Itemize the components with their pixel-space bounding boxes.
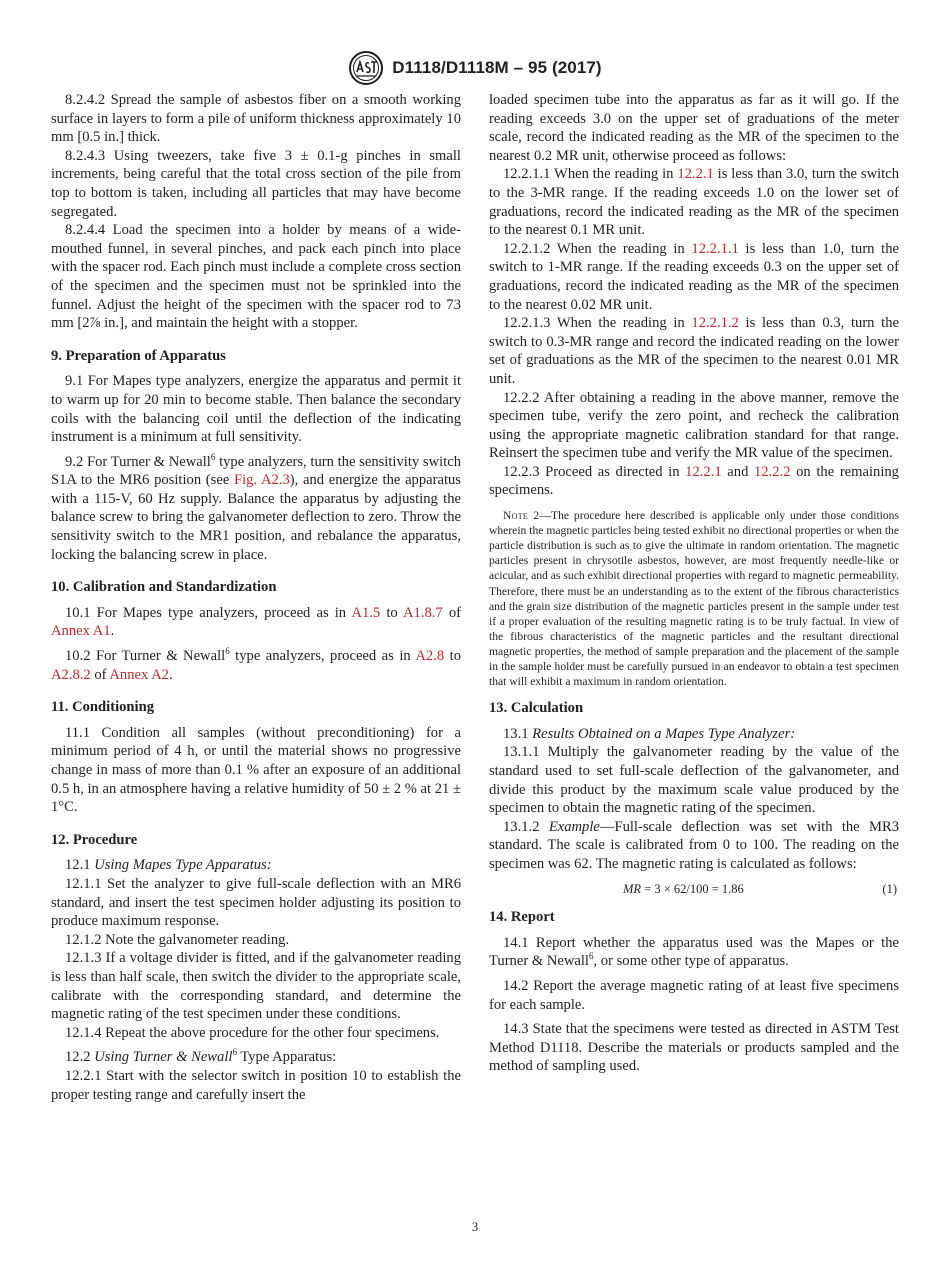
note-label: Note 2 [503,509,540,523]
para-13-1: 13.1 Results Obtained on a Mapes Type Analyzer: [503,725,796,742]
section-12-heading: 12. Procedure [51,831,138,848]
para-9-2: 9.2 For Turner & Newall$^6$ type analyzers, turn the sensitivity switch S1A to the MR6 position (see Fig. A2.3), and energize the apparatus with a 115-V, 60 Hz supply. Balance the apparatus by adjusting the balance screw to bring the galvanometer deflection to zero. Throw the sensitivity switch to the MR1 position, and rebalance the apparatus, locking the balancing screw in place. [51,451,462,563]
para-12-2-1-1: 12.2.1.1 When the reading in 12.2.1 is less than 3.0, turn the switch to the 3-MR range. If the reading exceeds 1.0 on the lower set of graduations, record the indicated reading as the MR of the specimen to the nearest 0.1 MR unit. [489,166,899,239]
equation-body: MR = 3 × 62/100 = 1.86 [623,881,744,896]
para-11-1: 11.1 Condition all samples (without preconditioning) for a minimum period of 4 h, or until the material shows no progressive change in mass of more than 0.1 % after an exposure of an additional 0.5 h, in an atmosphere having a relative humidity of 50 ± 2 % at 21 ± 1°C. [51,724,461,816]
link-a1-8-7[interactable]: A1.8.7 [402,604,443,621]
para-12-2-3: 12.2.3 Proceed as directed in 12.2.1 and 12.2.2 on the remaining specimens. [489,463,899,499]
link-12-2-1-2[interactable]: 12.2.1.2 [691,315,739,332]
para-12-2-1: 12.2.1 Start with the selector switch in position 10 to establish the proper testing range and carefully insert the [51,1067,461,1103]
para-14-1: 14.1 Report whether the apparatus used was the Mapes or the Turner & Newall$^6$, or some other type of apparatus. [489,934,899,970]
para-13-1-2: 13.1.2 Example—Full-scale deflection was set with the MR3 standard. The scale is calibrated from 0 to 100. The reading on the specimen was 62. The magnetic rating is calculated as follows: [489,818,899,872]
para-8-2-4-2: 8.2.4.2 Spread the sample of asbestos fiber on a smooth working surface in layers to form a pile of uniform thickness approximately 10 mm [0.5 in.] thick. [51,92,461,146]
para-12-2-1-continued: loaded specimen tube into the apparatus as far as it will go. If the reading exceeds 3.0 on the upper set of graduations of the meter scale, record the indicated reading as the MR of the specimen to the nearest 0.2 MR unit, otherwise proceed as follows: [489,92,899,164]
right-column [489,91,899,1076]
link-annex-a2[interactable]: Annex A2 [109,666,169,683]
equation-1 [489,880,899,899]
link-a1-5[interactable]: A1.5 [351,604,381,621]
astm-logo-icon [348,50,384,86]
link-a2-8[interactable]: A2.8 [415,648,445,665]
para-12-1-4: 12.1.4 Repeat the above procedure for the other four specimens. [65,1024,440,1041]
footnote-ref: 6 [588,951,594,962]
para-10-1: 10.1 For Mapes type analyzers, proceed as in A1.5 to A1.8.7 of Annex A1. [51,604,461,640]
para-12-1-3: 12.1.3 If a voltage divider is fitted, and if the galvanometer reading is less than half scale, then switch the divider to the appropriate scale, calibrate with the corresponding standard, and determine the magnetic rating of the test specimen under these conditions. [51,950,461,1023]
para-12-1: 12.1 Using Mapes Type Apparatus: [65,857,272,874]
note-2: Note 2—The procedure here described is applicable only under those conditions wherein the magnetic particles being tested exhibit no directional properties or when the particle distribution is such as to give the ultimate in random orientation. The magnetic particles present in chrysotile asbestos, however, are most frequently needle-like or acicular, and as such exhibit directional properties with regard to magnetic permeability. Therefore, there must be an understanding as to the extent of the fibrous characteristics and the grain size distribution of the magnetic particles present in the sample under test if a proper evaluation of the resulting magnetic rating is to be truly factual. In view of the fibrous characteristics of the magnetic particles and the resultant directional magnetic properties, the method of sample preparation and the placement of the sample in the sample holder must be carefully pursued in an endeavor to obtain a test specimen that will exhibit a maximum in random orientation. [489,509,899,689]
left-column [51,91,461,1104]
section-10-heading: 10. Calibration and Standardization [51,579,277,596]
para-9-1: 9.1 For Mapes type analyzers, energize the apparatus and permit it to warm up for 20 min to become stable. Then balance the secondary coils with the balancing coil until the deflection of the indicating instrument is a minimum at full sensitivity. [51,373,461,446]
para-8-2-4-3: 8.2.4.3 Using tweezers, take five 3 ± 0.1-g pinches in small increments, being careful that the total cross section of the pile from top to bottom is taken, including all particles that may have become segregated. [51,147,461,220]
link-12-2-1-1[interactable]: 12.2.1.1 [691,240,739,257]
para-12-1-2: 12.1.2 Note the galvanometer reading. [65,931,290,948]
page-header [0,50,950,86]
para-12-2-1-3: 12.2.1.3 When the reading in 12.2.1.2 is less than 0.3, turn the switch to 0.3-MR range and record the indicated reading on the lower set of graduations as the MR of the specimen to the nearest 0.01 MR unit. [489,315,899,387]
para-14-3: 14.3 State that the specimens were tested as directed in ASTM Test Method D1118. Describe the materials or products sampled and the method of sampling used. [489,1021,899,1075]
section-9-heading: 9. Preparation of Apparatus [51,347,226,364]
document-designation: D1118/D1118M – 95 (2017) [392,58,602,77]
link-12-2-1[interactable]: 12.2.1 [677,166,714,183]
para-13-1-1: 13.1.1 Multiply the galvanometer reading by the value of the standard used to set full-scale deflection of the galvanometer, and divide this product by the maximum scale value produced by the specimen to obtain the magnetic rating of the specimen. [489,744,899,817]
equation-number: (1) [882,881,897,896]
para-12-2-1-2: 12.2.1.2 When the reading in 12.2.1.1 is less than 1.0, turn the switch to 1-MR range. If the reading exceeds 0.3 on the upper set of graduations, record the indicated reading as the MR of the specimen to the nearest 0.02 MR unit. [489,240,899,313]
link-annex-a1[interactable]: Annex A1 [51,623,111,640]
link-12-2-1[interactable]: 12.2.1 [685,463,722,480]
para-12-1-1: 12.1.1 Set the analyzer to give full-scale deflection with an MR6 standard, and insert the test specimen holder adjusting its position to produce maximum response. [51,875,461,930]
link-a2-8-2[interactable]: A2.8.2 [51,666,91,683]
footnote-ref: 6 [210,451,216,462]
link-fig-a2-3[interactable]: Fig. A2.3 [233,472,290,489]
section-14-heading: 14. Report [489,909,555,926]
link-12-2-2[interactable]: 12.2.2 [754,463,791,480]
para-8-2-4-4: 8.2.4.4 Load the specimen into a holder by means of a wide-mouthed funnel, in several pinches, and pack each pinch into place with the spacer rod. Each pinch must include a complete cross section of the specimen and the specimen must not be sprinkled into the funnel. Adjust the height of the specimen with the spacer rod to 73 mm [2⅞ in.], and maintain the height with a stopper. [51,222,461,332]
footnote-ref: 6 [232,1047,237,1058]
para-12-2-2: 12.2.2 After obtaining a reading in the above manner, remove the specimen tube, verify the zero point, and recheck the calibration using the appropriate magnetic calibration standard for that range. Reinsert the specimen tube and verify the MR value of the specimen. [489,389,899,462]
para-14-2: 14.2 Report the average magnetic rating of at least five specimens for each sample. [489,977,899,1013]
section-13-heading: 13. Calculation [489,700,584,717]
para-12-2: 12.2 Using Turner & Newall$^6$ Type Apparatus: [65,1047,337,1066]
footnote-ref: 6 [225,646,230,657]
section-11-heading: 11. Conditioning [51,699,155,716]
page-number: 3 [471,1220,479,1234]
para-10-2: 10.2 For Turner & Newall$^6$ type analyzers, proceed as in A2.8 to A2.8.2 of Annex A2. [51,646,462,683]
